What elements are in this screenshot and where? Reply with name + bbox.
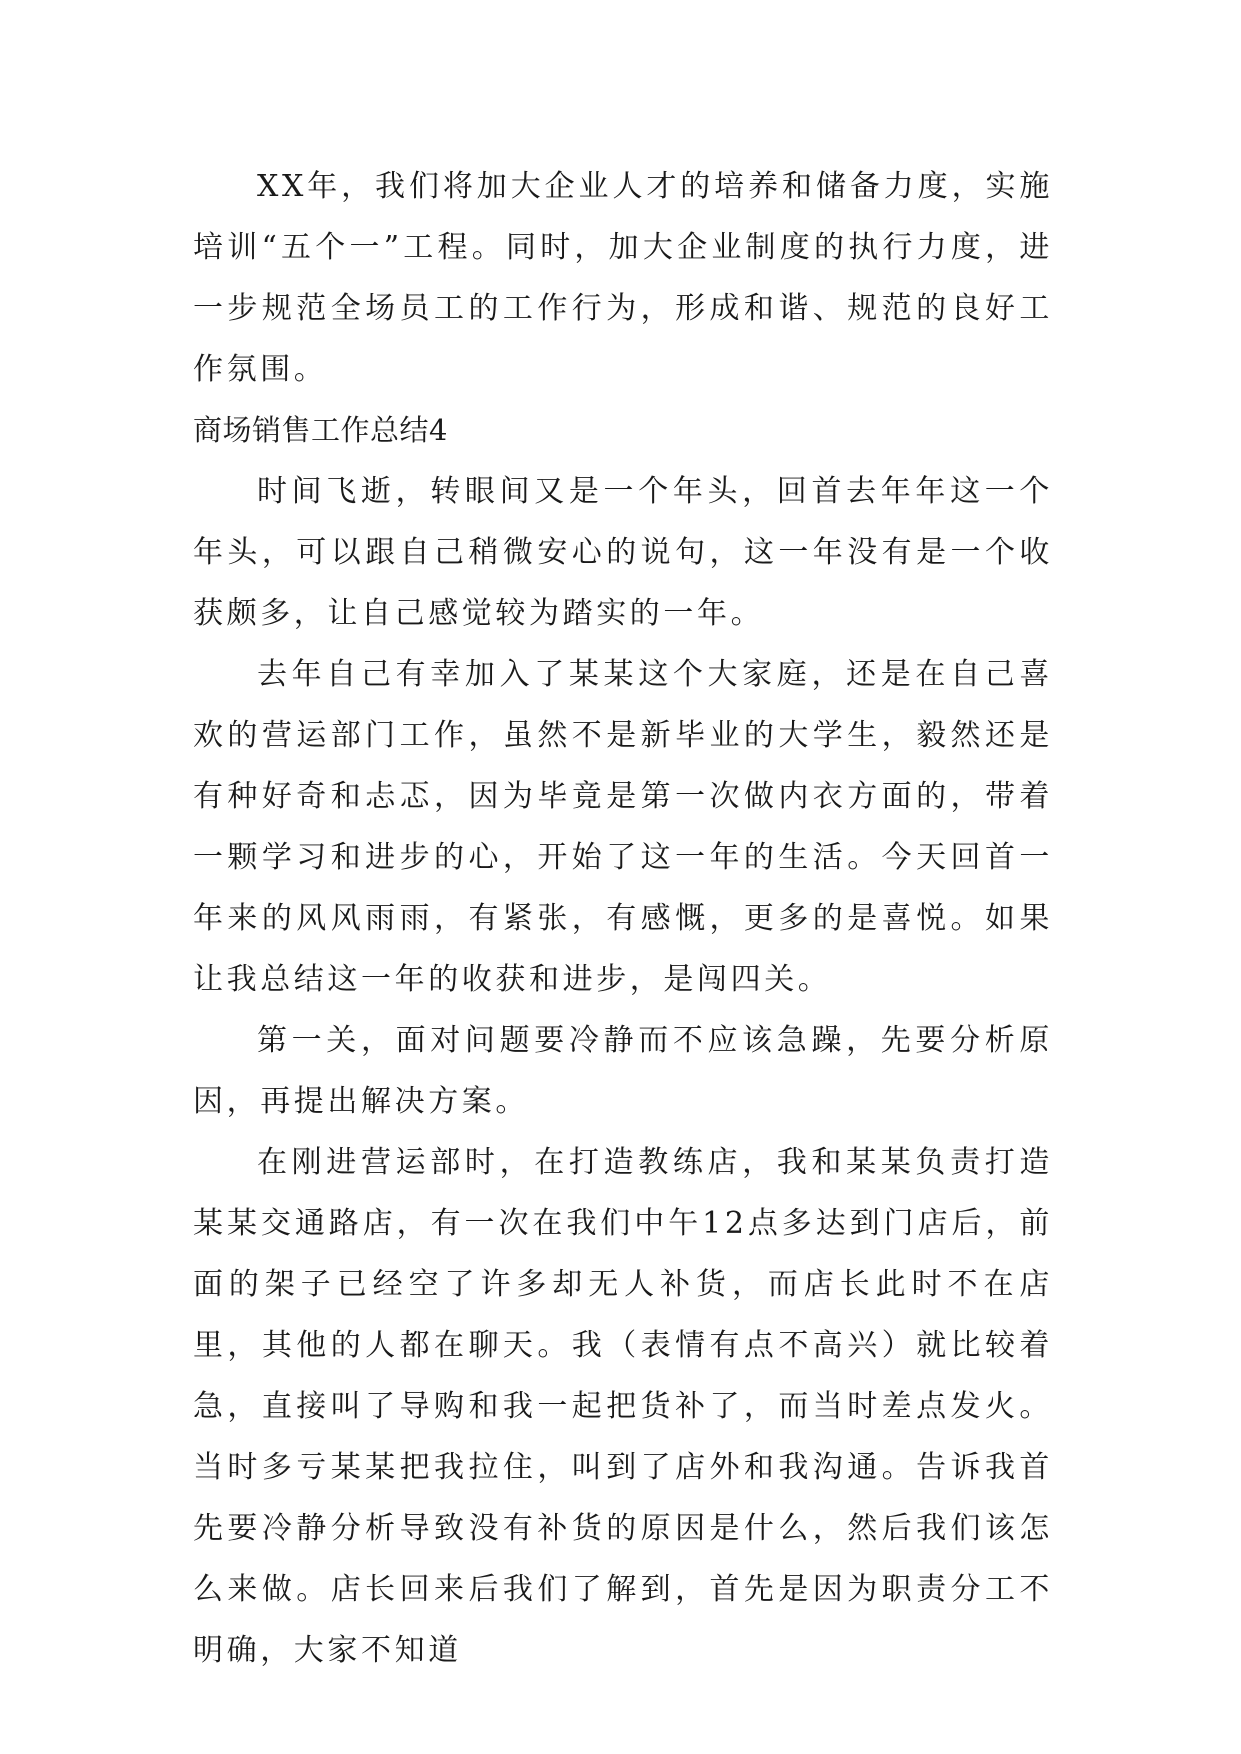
body-paragraph: 去年自己有幸加入了某某这个大家庭，还是在自己喜欢的营运部门工作，虽然不是新毕业的大学生，毅然还是有种好奇和忐忑，因为毕竟是第一次做内衣方面的，带着一颗学习和进步的心，开始了这一年的生活。今天回首一年来的风风雨雨，有紧张，有感慨，更多的是喜悦。如果让我总结这一年的收获和进步，是闯四关。	[193, 657, 1053, 997]
section-heading: 商场销售工作总结4	[193, 413, 448, 447]
body-paragraph: 在刚进营运部时，在打造教练店，我和某某负责打造某某交通路店，有一次在我们中午12点多达到门店后，前面的架子已经空了许多却无人补货，而店长此时不在店里，其他的人都在聊天。我（表情有点不高兴）就比较着急，直接叫了导购和我一起把货补了，而当时差点发火。当时多亏某某把我拉住，叫到了店外和我沟通。告诉我首先要冷静分析导致没有补货的原因是什么，然后我们该怎么来做。店长回来后我们了解到，首先是因为职责分工不明确，大家不知道	[193, 1145, 1053, 1668]
body-paragraph: 第一关，面对问题要冷静而不应该急躁，先要分析原因，再提出解决方案。	[193, 1023, 1053, 1119]
body-paragraph: 时间飞逝，转眼间又是一个年头，回首去年年这一个年头，可以跟自己稍微安心的说句，这一年没有是一个收获颇多，让自己感觉较为踏实的一年。	[193, 474, 1053, 631]
body-paragraph: XX年，我们将加大企业人才的培养和储备力度，实施培训“五个一”工程。同时，加大企业制度的执行力度，进一步规范全场员工的工作行为，形成和谐、规范的良好工作氛围。	[193, 169, 1053, 387]
document-page	[193, 156, 1053, 1681]
